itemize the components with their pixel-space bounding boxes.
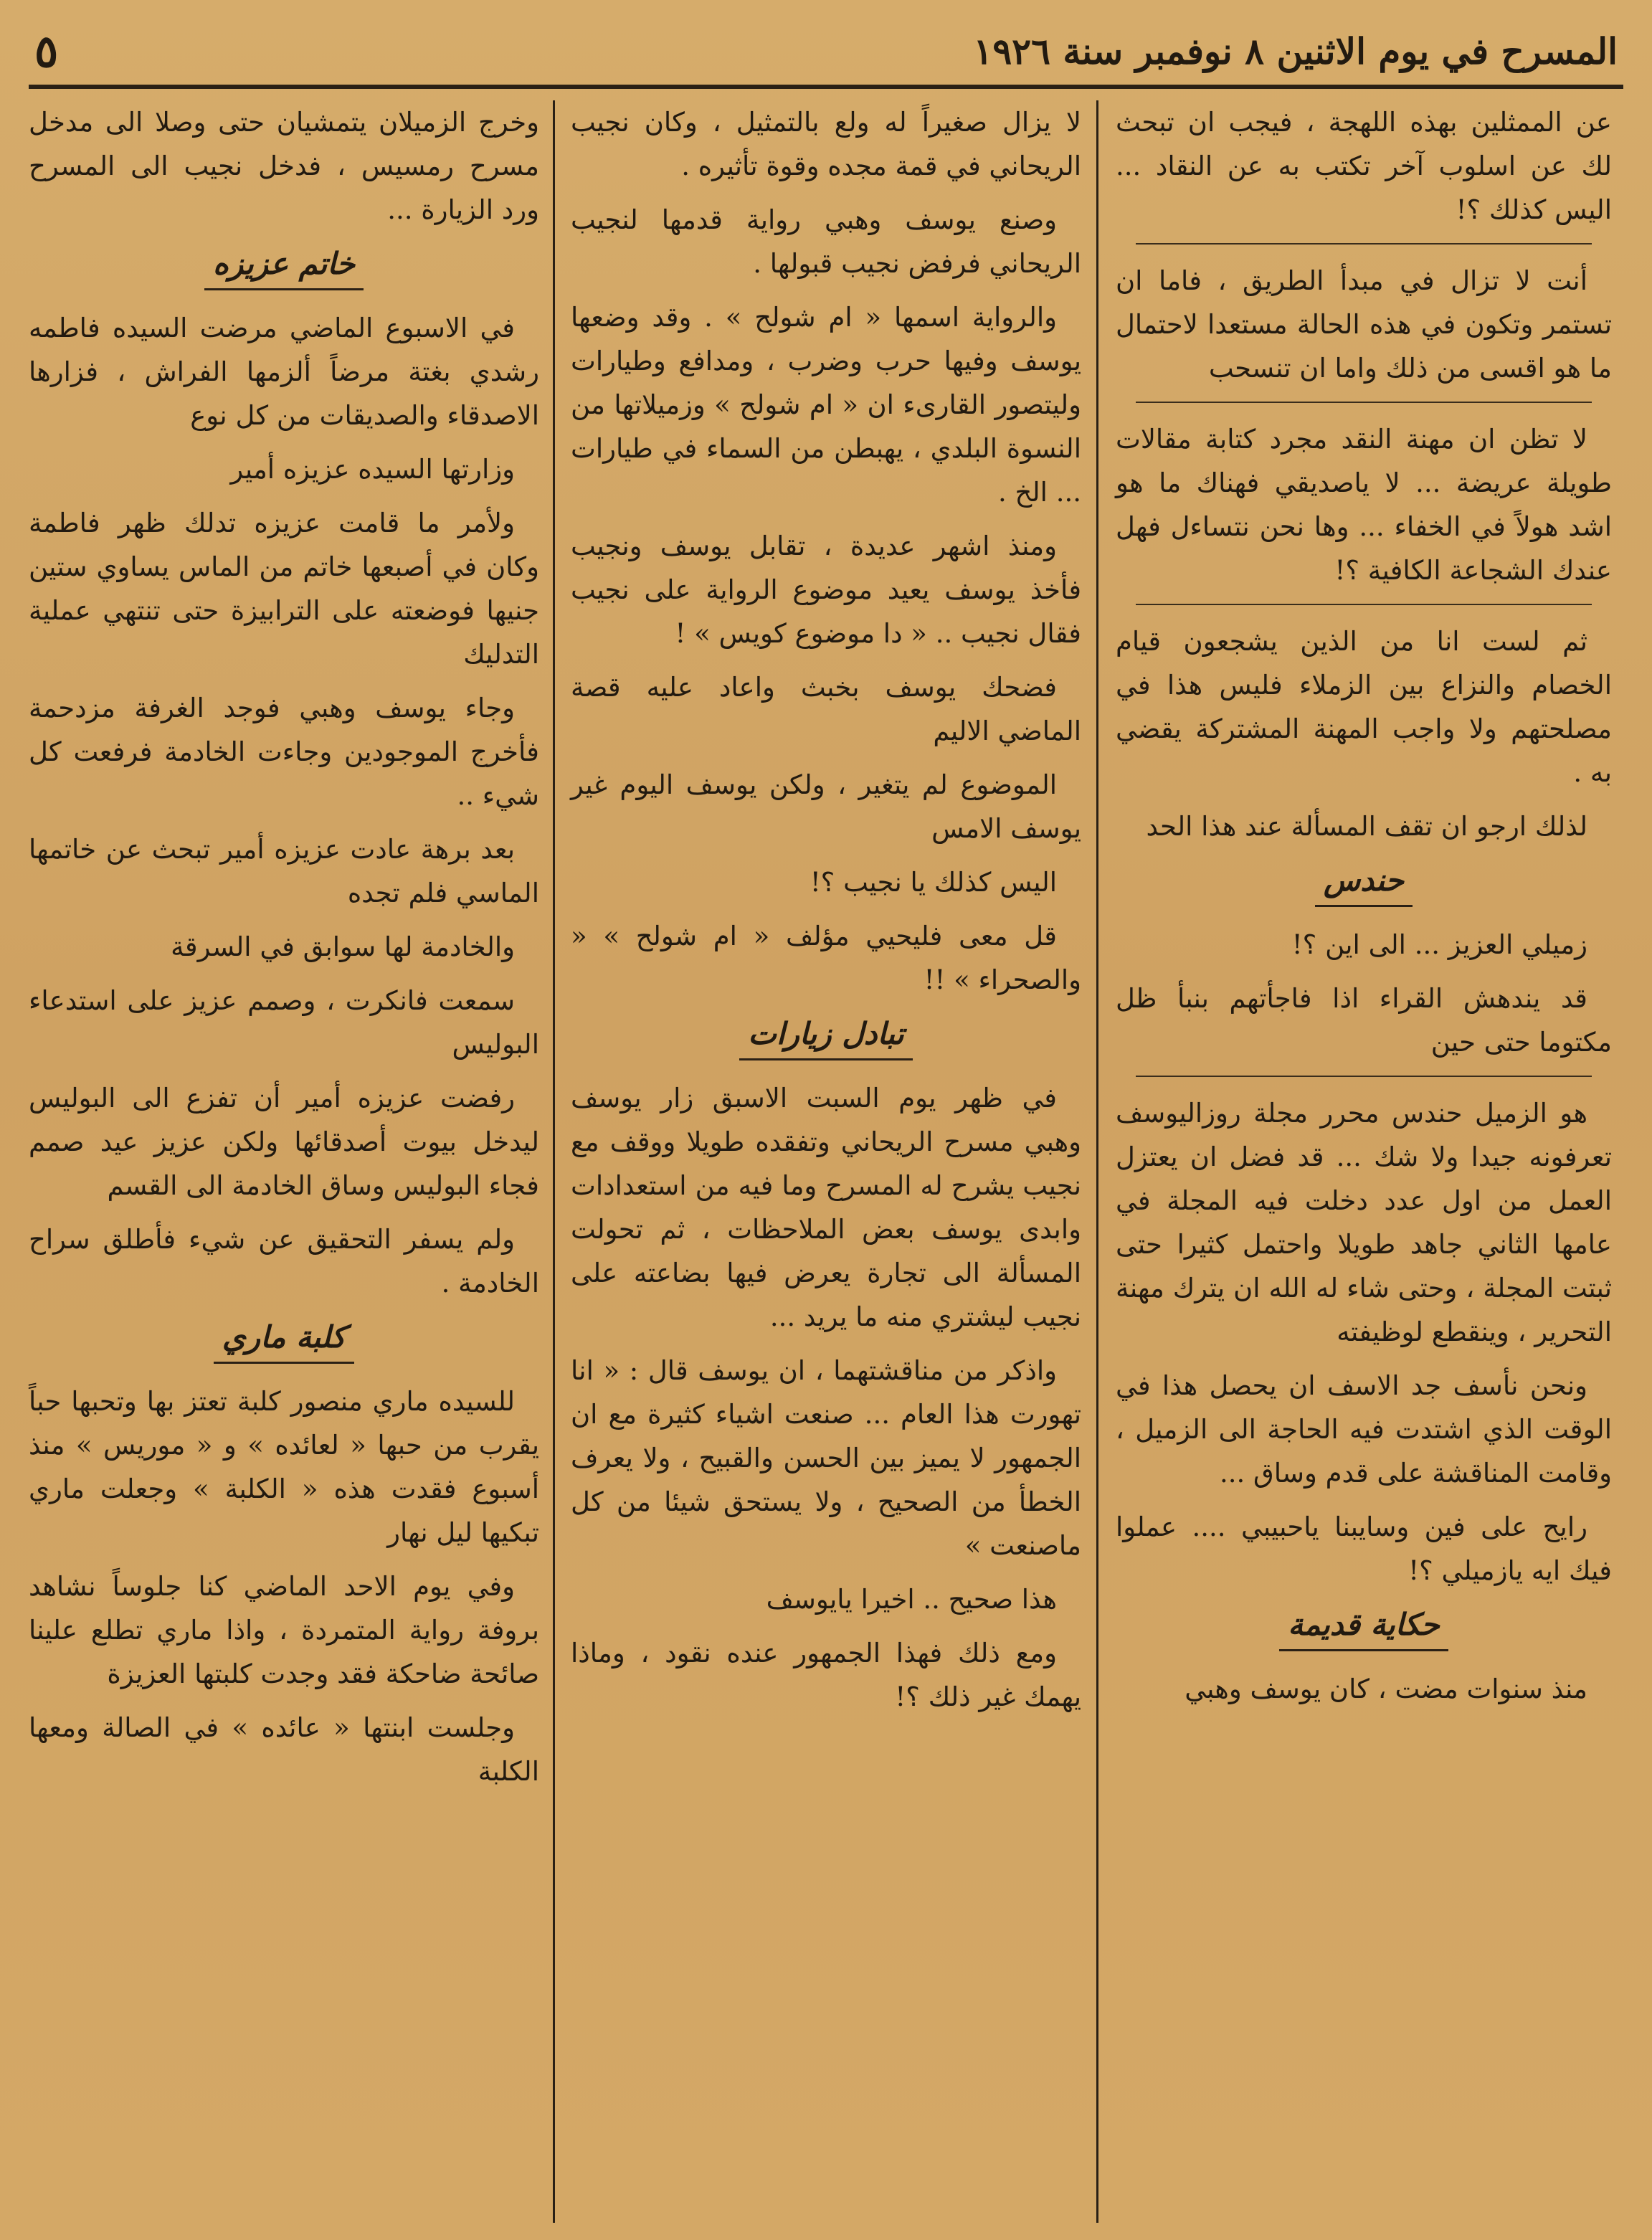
article-paragraph: وجاء يوسف وهبي فوجد الغرفة مزدحمة فأخرج الموجودين وجاءت الخادمة فرفعت كل شيء .. (29, 693, 539, 811)
article-paragraph: قد يندهش القراء اذا فاجأتهم بنبأ ظل مكتوما حتى حين (1116, 983, 1612, 1058)
section-heading: حندس (1315, 858, 1413, 907)
left-column (29, 100, 539, 2223)
page-header (34, 20, 1618, 82)
column-divider (553, 100, 555, 2223)
article-paragraph: وزارتها السيده عزيزه أمير (230, 454, 515, 485)
article-paragraph: ومع ذلك فهذا الجمهور عنده نقود ، وماذا يهمك غير ذلك ؟! (571, 1638, 1081, 1712)
article-paragraph: ومنذ اشهر عديدة ، تقابل يوسف ونجيب فأخذ يوسف يعيد موضوع الرواية على نجيب فقال نجيب .. « دا موضوع كويس » ! (571, 531, 1081, 649)
article-paragraph: وفي يوم الاحد الماضي كنا جلوساً نشاهد بروفة رواية المتمردة ، واذا ماري تطلع علينا صائحة ضاحكة فقد وجدت كلبتها العزيزة (29, 1571, 539, 1689)
article-paragraph: قل معى فليحيي مؤلف « ام شولح » « والصحراء » !! (571, 921, 1081, 995)
page-number: ٥ (34, 24, 59, 77)
header-rule (29, 85, 1623, 89)
article-paragraph: في ظهر يوم السبت الاسبق زار يوسف وهبي مسرح الريحاني وتفقده طويلا ووقف مع نجيب يشرح له المسرح وما فيه من استعدادات وابدى يوسف بعض الملاحظات ، ثم تحولت المسألة الى تجارة يعرض فيها بضاعته على نجيب ليشتري منه ما يريد ... (571, 1083, 1081, 1332)
article-paragraph: لا تظن ان مهنة النقد مجرد كتابة مقالات طويلة عريضة ... لا ياصديقي فهناك ما هو اشد هولاً في الخفاء ... وها نحن نتساءل فهل عندك الشجاعة الكافية ؟! (1116, 424, 1612, 586)
article-paragraph: لا يزال صغيراً له ولع بالتمثيل ، وكان نجيب الريحاني في قمة مجده وقوة تأثيره . (571, 107, 1081, 181)
column-divider (1096, 100, 1098, 2223)
article-paragraph: ولأمر ما قامت عزيزه تدلك ظهر فاطمة وكان في أصبعها خاتم من الماس يساوي ستين جنيها فوضعته على الترابيزة حتى تنتهي عملية التدليك (29, 508, 539, 670)
article-paragraph: اليس كذلك يا نجيب ؟! (810, 867, 1057, 898)
article-paragraph: وجلست ابنتها « عائده » في الصالة ومعها الكلبة (29, 1712, 539, 1787)
article-paragraph: عن الممثلين بهذه اللهجة ، فيجب ان تبحث لك عن اسلوب آخر تكتب به عن النقاد ... اليس كذلك ؟! (1116, 107, 1612, 225)
article-paragraph: واذكر من مناقشتهما ، ان يوسف قال : « انا تهورت هذا العام ... صنعت اشياء كثيرة مع ان الجمهور لا يميز بين الحسن والقبيح ، ولا يعرف الخطأ من الصحيح ، ولا يستحق شيئا من كل ماصنعت » (571, 1355, 1081, 1561)
header-title: المسرح في يوم الاثنين ٨ نوفمبر سنة ١٩٢٦ (973, 29, 1618, 72)
paragraph-separator (1136, 243, 1592, 245)
article-paragraph: والخادمة لها سوابق في السرقة (171, 931, 515, 962)
section-heading: كلبة ماري (214, 1315, 354, 1364)
article-paragraph: هو الزميل حندس محرر مجلة روزاليوسف تعرفونه جيدا ولا شك ... قد فضل ان يعتزل العمل من اول عدد دخلت فيه المجلة في عامها الثاني جاهد طويلا واحتمل كثيرا حتى ثبتت المجلة ، وحتى شاء له الله ان يترك مهنة التحرير ، وينقطع لوظيفته (1116, 1098, 1612, 1347)
article-paragraph: الموضوع لم يتغير ، ولكن يوسف اليوم غير يوسف الامس (571, 769, 1081, 844)
article-paragraph: أنت لا تزال في مبدأ الطريق ، فاما ان تستمر وتكون في هذه الحالة مستعدا لاحتمال ما هو اقسى من ذلك واما ان تنسحب (1116, 265, 1612, 384)
section-heading: حكاية قديمة (1279, 1603, 1448, 1651)
article-paragraph: والرواية اسمها « ام شولح » . وقد وضعها يوسف وفيها حرب وضرب ، ومدافع وطيارات وليتصور القارىء ان « ام شولح » وزميلاتها من النسوة البلدي ، يهبطن من السماء في طيارات ... الخ . (571, 302, 1081, 508)
article-paragraph: للسيده ماري منصور كلبة تعتز بها وتحبها حباً يقرب من حبها « لعائده » و « موريس » منذ أسبوع فقدت هذه « الكلبة » وجعلت ماري تبكيها ليل نهار (29, 1386, 539, 1548)
article-paragraph: ونحن نأسف جد الاسف ان يحصل هذا في الوقت الذي اشتدت فيه الحاجة الى الزميل ، وقامت المناقشة على قدم وساق ... (1116, 1370, 1612, 1489)
paragraph-separator (1136, 604, 1592, 605)
article-paragraph: وخرج الزميلان يتمشيان حتى وصلا الى مدخل مسرح رمسيس ، فدخل نجيب الى المسرح ورد الزيارة ... (29, 107, 539, 225)
article-paragraph: ثم لست انا من الذين يشجعون قيام الخصام والنزاع بين الزملاء فليس هذا في مصلحتهم ولا واجب المهنة المشتركة يقضي به . (1116, 626, 1612, 788)
middle-column (571, 100, 1081, 2223)
right-column (1116, 100, 1612, 2223)
article-paragraph: وصنع يوسف وهبي رواية قدمها لنجيب الريحاني فرفض نجيب قبولها . (571, 204, 1081, 279)
article-paragraph: ولم يسفر التحقيق عن شيء فأطلق سراح الخادمة . (29, 1224, 539, 1299)
section-heading: تبادل زيارات (739, 1012, 912, 1060)
paragraph-separator (1136, 402, 1592, 403)
article-paragraph: زميلي العزيز ... الى اين ؟! (1291, 929, 1587, 960)
article-paragraph: في الاسبوع الماضي مرضت السيده فاطمه رشدي بغتة مرضاً ألزمها الفراش ، فزارها الاصدقاء والصديقات من كل نوع (29, 313, 539, 431)
article-paragraph: لذلك ارجو ان تقف المسألة عند هذا الحد (1146, 811, 1587, 842)
article-paragraph: رايح على فين وسايبنا ياحبيبي .... عملوا فيك ايه يازميلي ؟! (1116, 1511, 1612, 1586)
article-paragraph: سمعت فانكرت ، وصمم عزيز على استدعاء البوليس (29, 985, 539, 1060)
article-paragraph: هذا صحيح .. اخيرا يايوسف (766, 1584, 1057, 1615)
article-paragraph: بعد برهة عادت عزيزه أمير تبحث عن خاتمها الماسي فلم تجده (29, 834, 539, 908)
paragraph-separator (1136, 1076, 1592, 1077)
article-paragraph: فضحك يوسف بخبث واعاد عليه قصة الماضي الاليم (571, 672, 1081, 746)
section-heading: خاتم عزيزه (204, 242, 364, 290)
article-paragraph: منذ سنوات مضت ، كان يوسف وهبي (1185, 1674, 1587, 1704)
article-paragraph: رفضت عزيزه أمير أن تفزع الى البوليس ليدخل بيوت أصدقائها ولكن عزيز عيد صمم فجاء البوليس وساق الخادمة الى القسم (29, 1083, 539, 1201)
